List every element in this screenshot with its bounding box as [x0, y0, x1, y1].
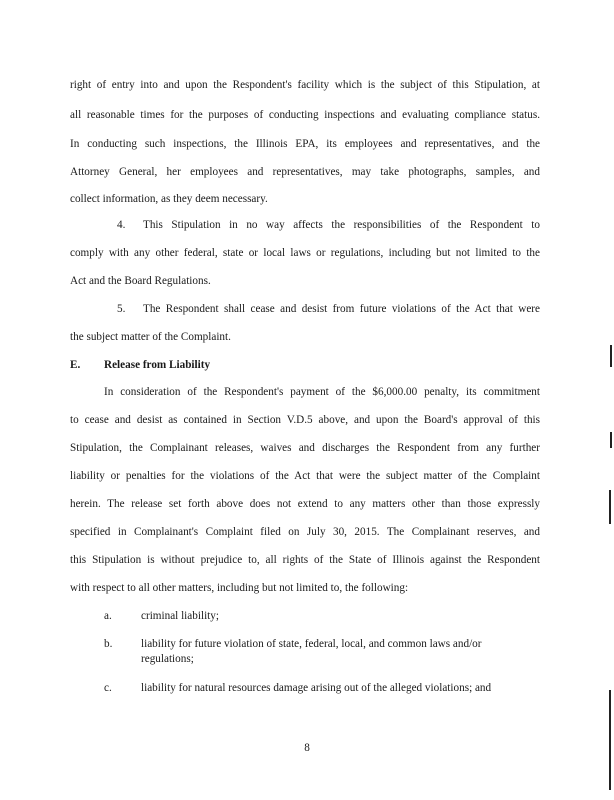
section-e-title: Release from Liability	[104, 359, 211, 371]
scan-edge-mark	[609, 490, 611, 524]
scan-edge-mark	[610, 432, 612, 448]
release-line-6: specified in Complainant's Complaint filed on July 30, 2015. The Complainant reserves, and	[70, 526, 540, 538]
list-item-text-b-line-1: liability for future violation of state, federal, local, and common laws and/or	[141, 638, 482, 650]
scan-edge-mark	[609, 690, 611, 790]
list-item-letter-a: a.	[104, 610, 112, 622]
para-4-number: 4.	[117, 219, 126, 231]
release-line-1: In consideration of the Respondent's payment of the $6,000.00 penalty, its commitment	[104, 386, 540, 398]
release-line-8: with respect to all other matters, including but not limited to, the following:	[70, 582, 409, 594]
section-e-letter: E.	[70, 359, 81, 371]
para-4-line-1: This Stipulation in no way affects the responsibilities of the Respondent to	[143, 219, 540, 231]
para-top-line-4: Attorney General, her employees and representatives, may take photographs, samples, and	[70, 166, 540, 178]
list-item-letter-b: b.	[104, 638, 113, 650]
release-line-3: Stipulation, the Complainant releases, waives and discharges the Respondent from any further	[70, 442, 540, 454]
para-top-line-3: In conducting such inspections, the Illinois EPA, its employees and representatives, and the	[70, 138, 540, 150]
para-5-line-2: the subject matter of the Complaint.	[70, 331, 231, 343]
para-top-line-2: all reasonable times for the purposes of conducting inspections and evaluating compliance status.	[70, 109, 540, 121]
para-4-line-3: Act and the Board Regulations.	[70, 275, 211, 287]
list-item-text-c: liability for natural resources damage arising out of the alleged violations; and	[141, 682, 492, 694]
para-4-line-2: comply with any other federal, state or local laws or regulations, including but not limited to the	[70, 247, 540, 259]
para-top-line-5: collect information, as they deem necessary.	[70, 193, 268, 205]
release-line-2: to cease and desist as contained in Section V.D.5 above, and upon the Board's approval of this	[70, 414, 540, 426]
release-line-7: this Stipulation is without prejudice to, all rights of the State of Illinois against the Respondent	[70, 554, 540, 566]
list-item-letter-c: c.	[104, 682, 112, 694]
para-5-number: 5.	[117, 303, 126, 315]
list-item-text-a: criminal liability;	[141, 610, 219, 622]
para-5-line-1: The Respondent shall cease and desist from future violations of the Act that were	[143, 303, 540, 315]
release-line-5: herein. The release set forth above does not extend to any matters other than those expressly	[70, 498, 540, 510]
para-top-line-1: right of entry into and upon the Respondent's facility which is the subject of this Stipulation, at	[70, 79, 540, 91]
list-item-text-b-line-2: regulations;	[141, 653, 194, 665]
page-number: 8	[304, 742, 310, 754]
scan-edge-mark	[610, 345, 612, 367]
release-line-4: liability or penalties for the violations of the Act that were the subject matter of the Complaint	[70, 470, 540, 482]
